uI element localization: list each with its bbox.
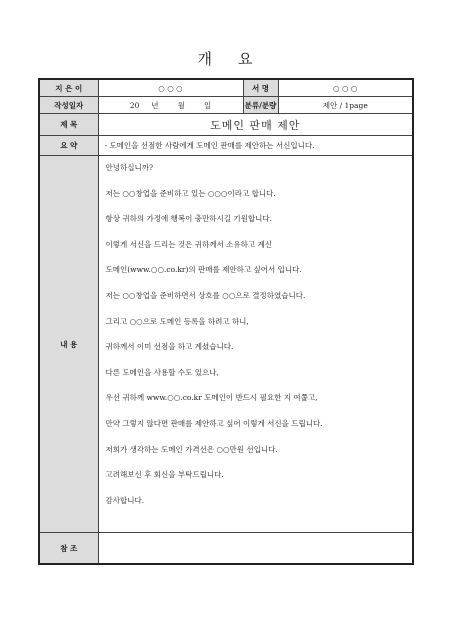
content-row (39, 156, 413, 533)
title-right: 요 (238, 50, 253, 68)
date-year-unit: 년 (151, 100, 159, 110)
content-line: 만약 그렇지 않다면 판매를 제안하고 싶어 이렇게 서신을 드립니다. (105, 418, 323, 428)
author-value[interactable]: ○ ○ ○ (98, 79, 243, 97)
content-line: 우선 귀하께 www.○○.co.kr 도메인이 반드시 필요한 지 여쭙고, (105, 393, 318, 403)
date-month-unit: 월 (177, 100, 185, 110)
content-line: 저는 ○○창업을 준비하고 있는 ○○○이라고 합니다. (105, 188, 276, 198)
signature-label: 서 명 (243, 79, 278, 97)
content-line: 고려해보신 후 회신을 부탁드립니다. (105, 470, 224, 480)
subject-row (39, 114, 413, 136)
category-label: 분류/분량 (243, 97, 278, 114)
content-line: 이렇게 서신을 드리는 것은 귀하께서 소유하고 계신 (105, 239, 272, 249)
date-year: 20 (129, 100, 140, 110)
content-line: 항상 귀하의 가정에 행복이 충만하시길 기원합니다. (105, 214, 272, 224)
content-line: 안녕하십니까? (105, 163, 153, 172)
content-line: 그리고 ○○으로 도메인 등록을 하려고 하니, (105, 316, 249, 326)
author-label: 지 은 이 (39, 79, 98, 97)
document-title (0, 48, 450, 69)
content-line: 귀하께서 이미 선점을 하고 계셨습니다. (105, 342, 234, 352)
outline-form-table (38, 78, 414, 565)
summary-label: 요 약 (39, 136, 98, 156)
summary-value[interactable]: - 도메인을 선점한 사람에게 도메인 판매를 제안하는 서신입니다. (98, 136, 413, 156)
subject-value[interactable]: 도메인 판매 제안 (98, 114, 413, 136)
content-line: 저희가 생각하는 도메인 가격선은 ○○만원 선입니다. (105, 444, 278, 454)
content-line: 도메인(www.○○.co.kr)의 판매를 제안하고 싶어서 입니다. (105, 265, 302, 275)
date-label: 작성일자 (39, 97, 98, 114)
content-line: 저는 ○○창업을 준비하면서 상호를 ○○으로 결정하였습니다. (105, 290, 306, 300)
summary-row (39, 136, 413, 156)
content-line: 다른 도메인을 사용할 수도 있으나, (105, 367, 219, 377)
content-lines (99, 156, 413, 520)
date-day-unit: 일 (203, 100, 212, 110)
date-row (39, 97, 413, 114)
title-left: 개 (197, 50, 212, 68)
reference-label: 참 조 (39, 533, 98, 565)
signature-value[interactable]: ○ ○ ○ (278, 79, 413, 97)
date-value[interactable] (98, 97, 243, 114)
author-row (39, 79, 413, 97)
category-value[interactable]: 제안 / 1page (278, 97, 413, 114)
reference-value[interactable] (98, 533, 413, 565)
subject-label: 제 목 (39, 114, 98, 136)
reference-row (39, 533, 413, 565)
content-body[interactable] (98, 156, 413, 533)
content-label: 내 용 (39, 156, 98, 533)
content-line: 감사합니다. (105, 495, 145, 505)
